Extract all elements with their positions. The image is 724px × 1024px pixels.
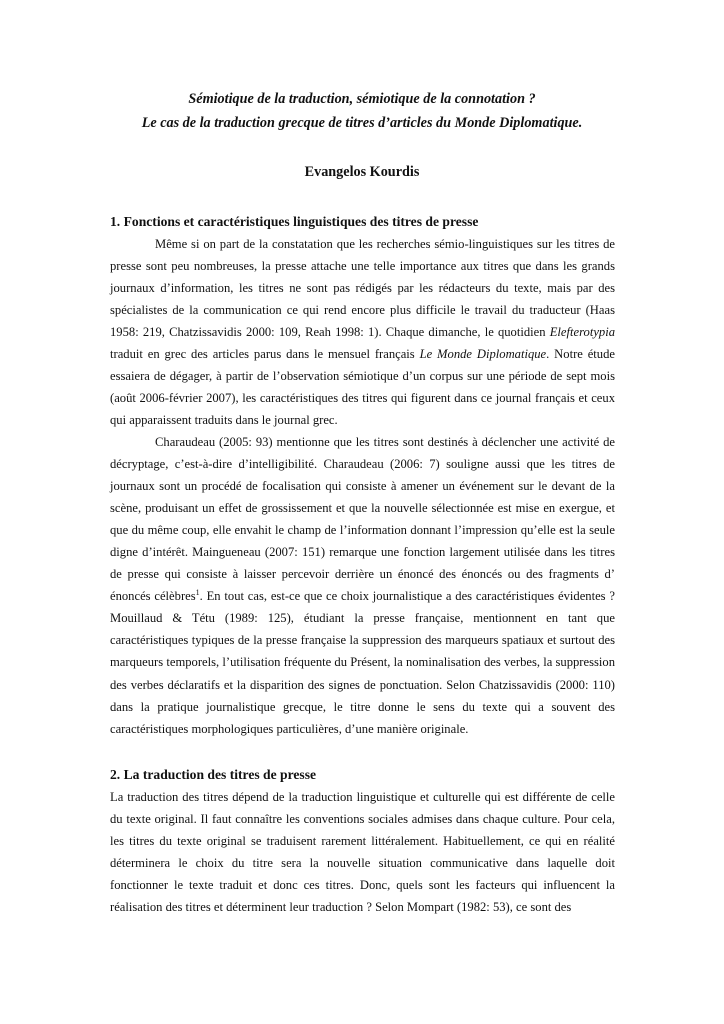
section-1-paragraph-2 xyxy=(110,431,615,740)
text-run: traduit en grec des articles parus dans le mensuel français xyxy=(110,347,420,362)
author-name: Evangelos Kourdis xyxy=(304,164,420,180)
section-1-paragraph-1 xyxy=(110,233,615,431)
section-2-paragraph-1: La traduction des titres dépend de la traduction linguistique et culturelle qui est différente de celle du texte original. Il faut connaître les conventions sociales admises dans chaque culture. Pour cela, les titres du texte original se traduisent rarement littéralement. Habituellement, ce qui en réalité déterminera le choix du titre sera la nouvelle situation communicative dans laquelle doit fonctionner le texte traduit et donc ces titres. Donc, quels sont les facteurs qui influencent la réalisation des titres et déterminent leur traduction ? Selon Mompart (1982: 53), ce sont des xyxy=(110,790,615,915)
text-run: Charaudeau (2005: 93) mentionne que les titres sont destinés à déclencher une activité de décryptage, c’est-à-dire d’intelligibilité. Charaudeau (2006: 7) souligne aussi que les titres de journaux sont un procédé de focalisation qui consiste à amener un événement sur le devant de la scène, produisant un effet de grossissement et que la nouvelle sélectionnée est mise en exergue, et que du même coup, elle envahit le champ de l’information donnant l’impression qu’elle est la seule digne d’intérêt. Maingueneau (2007: 151) remarque une fonction largement utilisée dans les titres de presse qui consiste à laisser percevoir derrière un énoncé des énoncés ou des fragments d’ énoncés célèbres xyxy=(110,435,615,604)
footnote-marker[interactable]: 1 xyxy=(195,588,200,598)
italic-title-le-monde-diplomatique: Le Monde Diplomatique xyxy=(419,347,547,362)
title-line-2: Le cas de la traduction grecque de titres d’articles du Monde Diplomatique. xyxy=(141,115,583,131)
text-run: . Notre étude essaiera de dégager, à partir de l’observation sémiotique d’un corpus sur une période de sept mois (août 2006-février 2007), les caractéristiques des titres qui figurent dans ce journal français et ceux qui apparaissent traduits dans le journal grec. xyxy=(110,347,615,428)
title-line-1: Sémiotique de la traduction, sémiotique de la connotation ? xyxy=(188,91,536,107)
text-run: . En tout cas, est-ce que ce choix journalistique a des caractéristiques évidentes ? Mouillaud & Tétu (1989: 125), étudiant la presse française, mentionnent en tant que caractéristiques typiques de la presse française la suppression des marqueurs spatiaux et surtout des marqueurs temporels, l’utilisation fréquente du Présent, la nominalisation des verbes, la suppression des verbes déclaratifs et la disparition des signes de ponctuation. Selon Chatzissavidis (2000: 110) dans la pratique journalistique grecque, le titre donne le sens du texte qui a souvent des caractéristiques morphologiques particulières, d’une manière originale. xyxy=(110,589,615,736)
italic-title-elefterotypia: Elefterotypia xyxy=(549,325,615,340)
text-run: Même si on part de la constatation que les recherches sémio-linguistiques sur les titres de presse sont peu nombreuses, la presse attache une telle importance aux titres que dans les grands journaux d’information, les titres ne sont pas rédigés par les rédacteurs du texte, mais par des spécialistes de la communication ce qui rend encore plus difficile le travail du traducteur (Haas 1958: 219, Chatzissavidis 2000: 109, Reah 1998: 1). Chaque dimanche, le quotidien xyxy=(110,237,615,340)
section-2-heading: 2. La traduction des titres de presse xyxy=(110,767,317,782)
section-1-heading: 1. Fonctions et caractéristiques linguistiques des titres de presse xyxy=(110,214,479,229)
